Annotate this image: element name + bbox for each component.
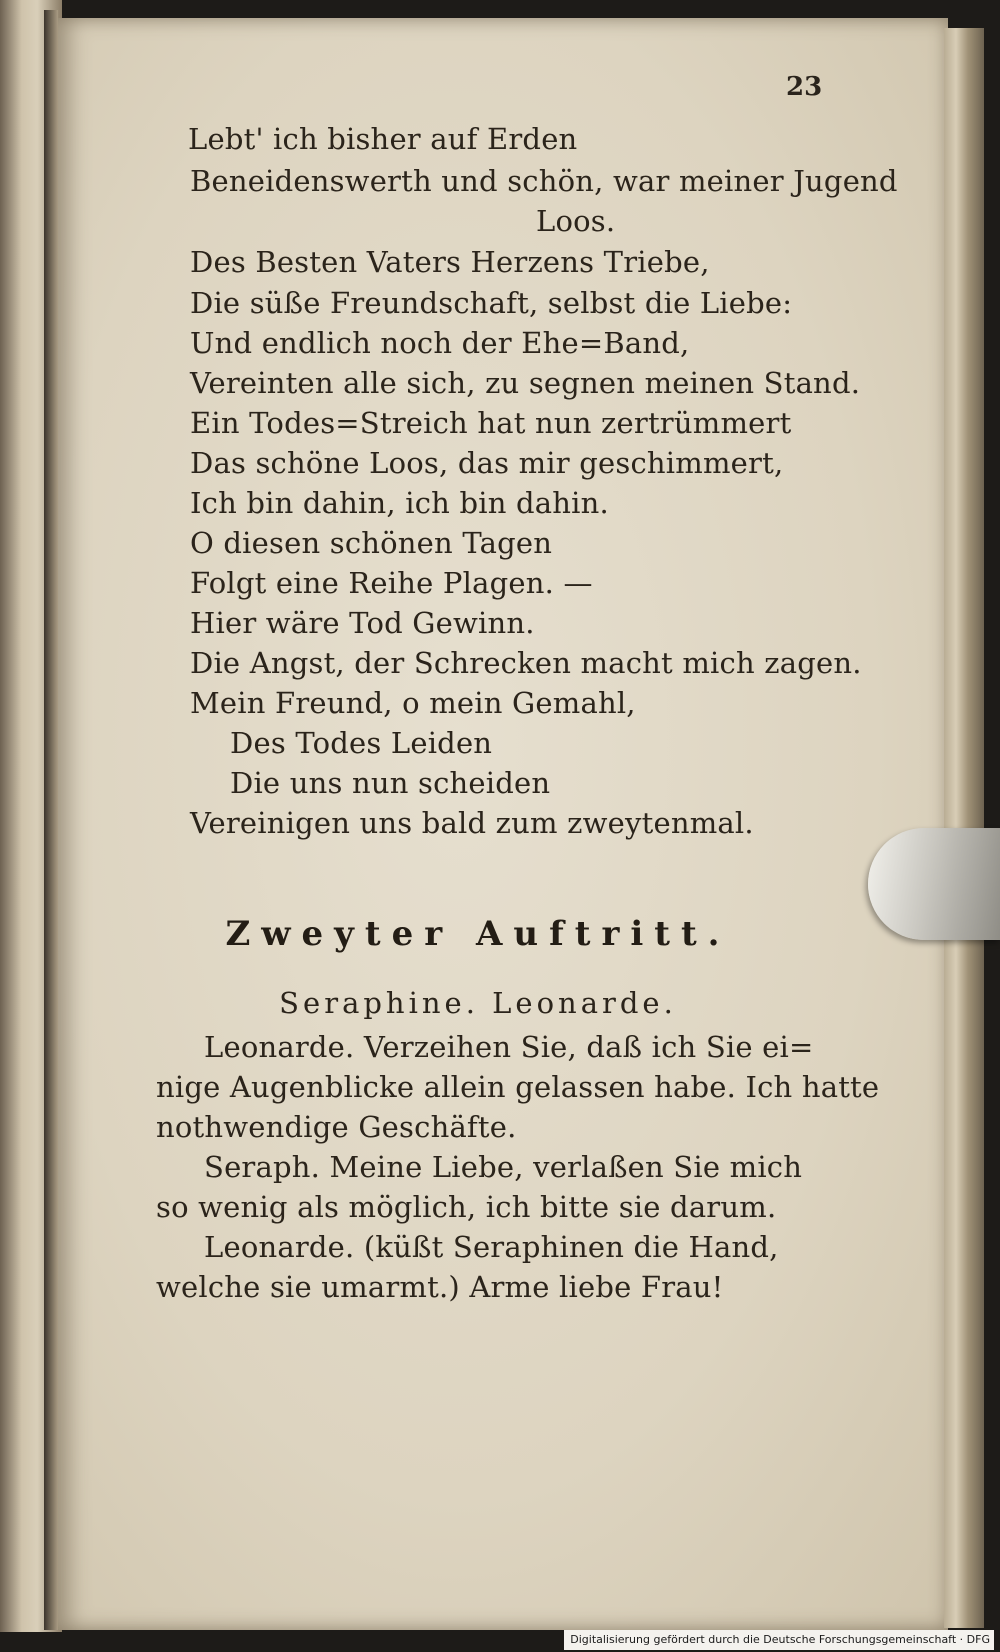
verse-line: Lebt' ich bisher auf Erden [188,122,578,156]
verse-line: Ein Todes=Streich hat nun zertrümmert [190,406,792,440]
verse-line: Die Angst, der Schrecken macht mich zagen. [190,646,862,680]
dialogue-line: Leonarde. (küßt Seraphinen die Hand, [204,1230,779,1264]
verse-line: O diesen schönen Tagen [190,526,553,560]
verse-line: Des Todes Leiden [230,726,493,760]
verse-line: Des Besten Vaters Herzens Triebe, [190,245,710,279]
dialogue-line: Seraph. Meine Liebe, verlaßen Sie mich [204,1150,803,1184]
scene-heading: Zweyter Auftritt. [225,914,731,954]
scene-persons: Seraphine. Leonarde. [279,986,677,1020]
verse-line: Die süße Freundschaft, selbst die Liebe: [190,286,793,320]
dialogue-line: Leonarde. Verzeihen Sie, daß ich Sie ei= [204,1030,814,1064]
verse-line: Loos. [536,204,616,238]
verse-line: Mein Freund, o mein Gemahl, [190,686,636,720]
verse-line: Die uns nun scheiden [230,766,551,800]
scanner-thumb [868,828,1000,940]
page-number: 23 [786,72,823,102]
verse-line: Vereinten alle sich, zu segnen meinen Stand. [190,366,861,400]
dialogue-line: so wenig als möglich, ich bitte sie darum. [156,1190,777,1224]
book-spine-shadow [44,10,58,1630]
verse-line: Ich bin dahin, ich bin dahin. [190,486,609,520]
verse-line: Beneidenswerth und schön, war meiner Jugend [190,164,898,198]
digitization-footer: Digitalisierung gefördert durch die Deutsche Forschungsgemeinschaft · DFG [564,1630,994,1650]
verse-line: Und endlich noch der Ehe=Band, [190,326,690,360]
dialogue-line: nige Augenblicke allein gelassen habe. Ich hatte [156,1070,880,1104]
verse-line: Folgt eine Reihe Plagen. — [190,566,593,600]
dialogue-line: nothwendige Geschäfte. [156,1110,517,1144]
verse-line: Vereinigen uns bald zum zweytenmal. [190,806,754,840]
verse-line: Das schöne Loos, das mir geschimmert, [190,446,784,480]
verse-line: Hier wäre Tod Gewinn. [190,606,535,640]
dialogue-line: welche sie umarmt.) Arme liebe Frau! [156,1270,724,1304]
